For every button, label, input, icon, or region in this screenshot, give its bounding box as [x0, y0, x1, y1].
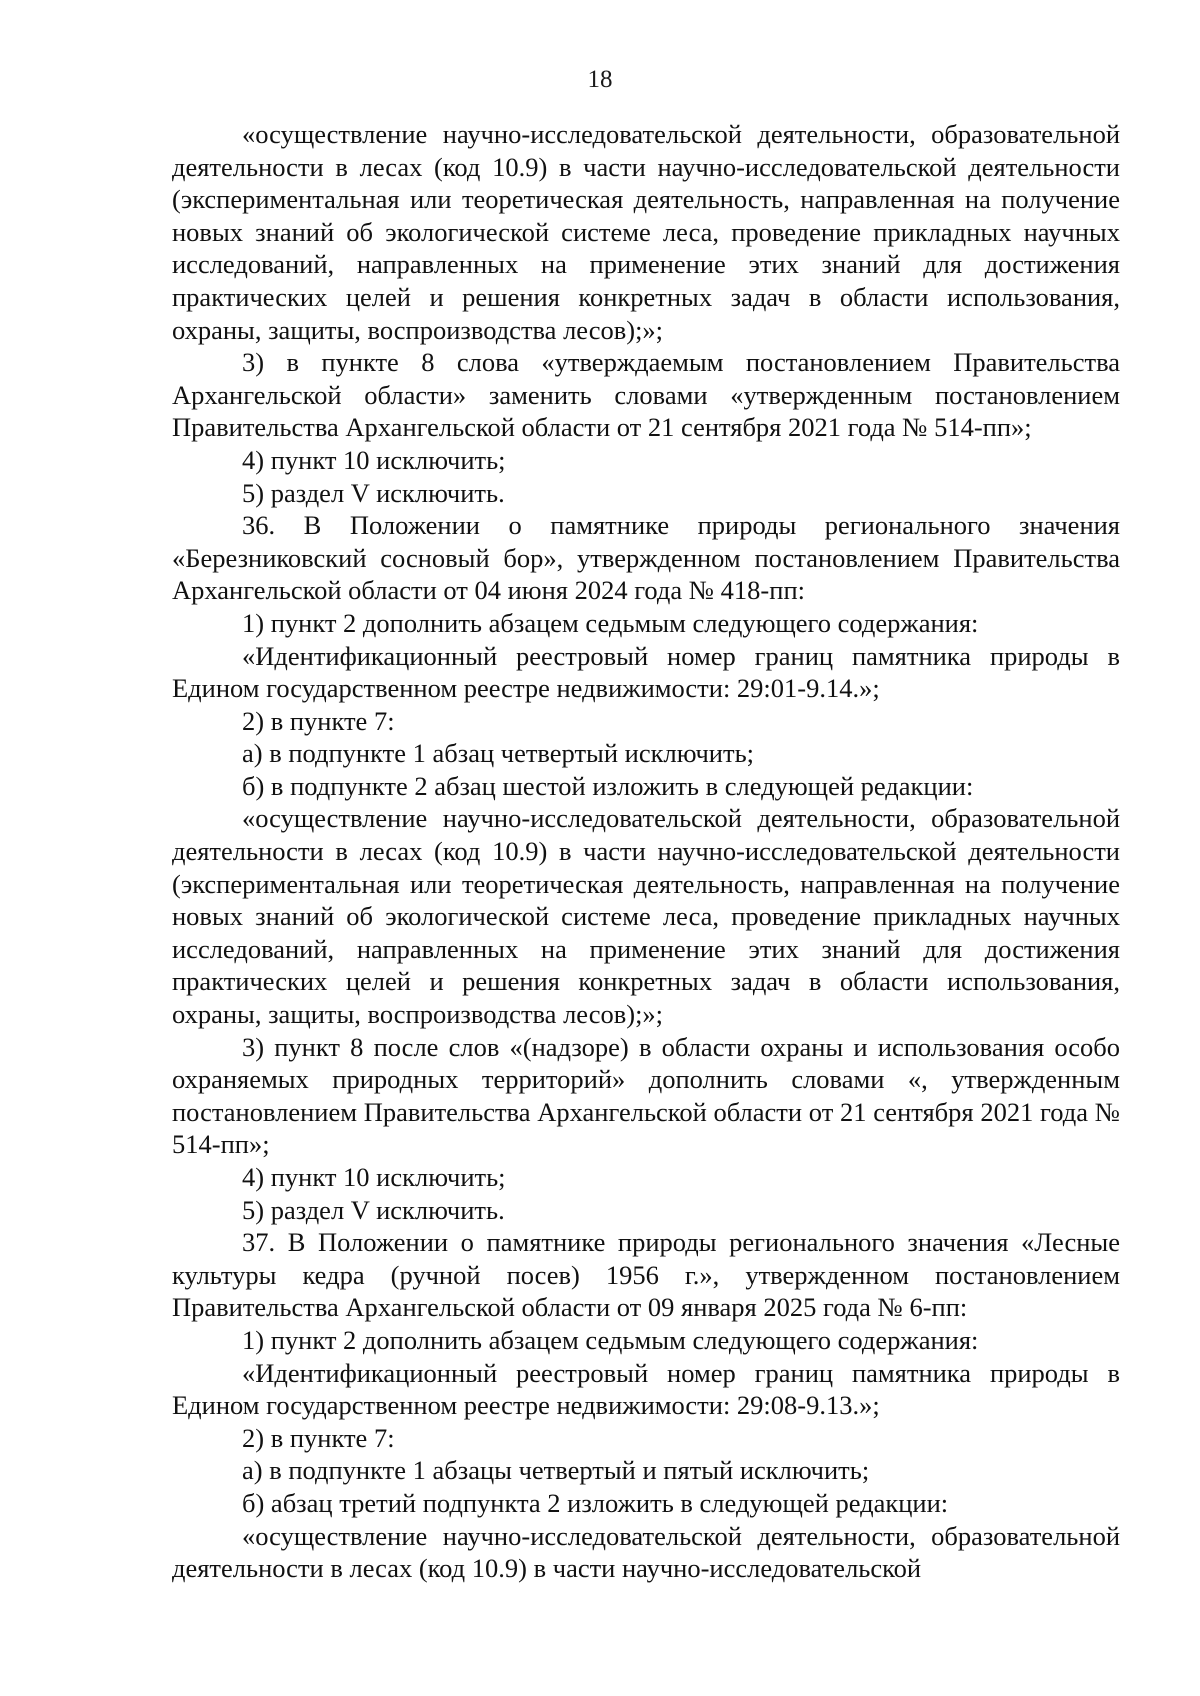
- paragraph-36-item-5: 5) раздел V исключить.: [242, 1194, 505, 1225]
- paragraph-37-quote-research-activity: «осуществление научно-исследовательской деятельности, образовательной деятельности в лесах (код 10.9) в части научно-исследовательской: [172, 1520, 1120, 1584]
- paragraph-36-item-2b: б) в подпункте 2 абзац шестой изложить в следующей редакции:: [242, 770, 974, 801]
- document-body: [172, 118, 1120, 1585]
- paragraph-quote-research-activity: «осуществление научно-исследовательской деятельности, образовательной деятельности в лесах (код 10.9) в части научно-исследовательской деятельности (экспериментальная или теоретическая деятельность, направленная на получение новых знаний об экологической системе леса, проведение прикладных научных исследований, направленных на применение этих знаний для достижения практических целей и решения конкретных задач в области использования, охраны, защиты, воспроизводства лесов);»;: [172, 119, 1120, 345]
- paragraph-37-item-2a: а) в подпункте 1 абзацы четвертый и пятый исключить;: [242, 1455, 870, 1486]
- paragraph-item-3-point-8: 3) в пункте 8 слова «утверждаемым постановлением Правительства Архангельской области» заменить словами «утвержденным постановлением Правительства Архангельской области от 21 сентября 2021 года № 514-пп»;: [172, 347, 1120, 443]
- paragraph-37-item-2b: б) абзац третий подпункта 2 изложить в следующей редакции:: [242, 1487, 949, 1518]
- paragraph-item-5-section-v: 5) раздел V исключить.: [242, 477, 505, 508]
- paragraph-36-quote-research-activity: «осуществление научно-исследовательской деятельности, образовательной деятельности в лесах (код 10.9) в части научно-исследовательской деятельности (экспериментальная или теоретическая деятельность, направленная на получение новых знаний об экологической системе леса, проведение прикладных научных исследований, направленных на применение этих знаний для достижения практических целей и решения конкретных задач в области использования, охраны, защиты, воспроизводства лесов);»;: [172, 803, 1120, 1030]
- paragraph-item-4-point-10: 4) пункт 10 исключить;: [242, 444, 506, 475]
- paragraph-37-item-2: 2) в пункте 7:: [242, 1422, 395, 1453]
- paragraph-section-37: 37. В Положении о памятнике природы регионального значения «Лесные культуры кедра (ручной посев) 1956 г.», утвержденном постановлением Правительства Архангельской области от 09 января 2025 года № 6-пп:: [172, 1227, 1120, 1323]
- paragraph-37-item-1: 1) пункт 2 дополнить абзацем седьмым следующего содержания:: [242, 1324, 979, 1355]
- paragraph-36-item-1: 1) пункт 2 дополнить абзацем седьмым следующего содержания:: [242, 607, 979, 638]
- paragraph-36-item-4: 4) пункт 10 исключить;: [242, 1162, 506, 1192]
- page-number: 18: [587, 66, 613, 93]
- paragraph-36-item-3: 3) пункт 8 после слов «(надзоре) в области охраны и использования особо охраняемых природных территорий» дополнить словами «, утвержденным постановлением Правительства Архангельской области от 21 сентября 2021 года № 514-пп»;: [172, 1031, 1120, 1160]
- paragraph-36-item-2a: а) в подпункте 1 абзац четвертый исключить;: [242, 738, 755, 769]
- paragraph-37-quote-registry-number: «Идентификационный реестровый номер границ памятника природы в Едином государственном реестре недвижимости: 29:08-9.13.»;: [172, 1357, 1120, 1421]
- paragraph-section-36: 36. В Положении о памятнике природы регионального значения «Березниковский сосновый бор», утвержденном постановлением Правительства Архангельской области от 04 июня 2024 года № 418-пп:: [172, 510, 1120, 606]
- paragraph-36-item-2: 2) в пункте 7:: [242, 705, 395, 736]
- paragraph-36-quote-registry-number: «Идентификационный реестровый номер границ памятника природы в Едином государственном реестре недвижимости: 29:01-9.14.»;: [172, 640, 1120, 704]
